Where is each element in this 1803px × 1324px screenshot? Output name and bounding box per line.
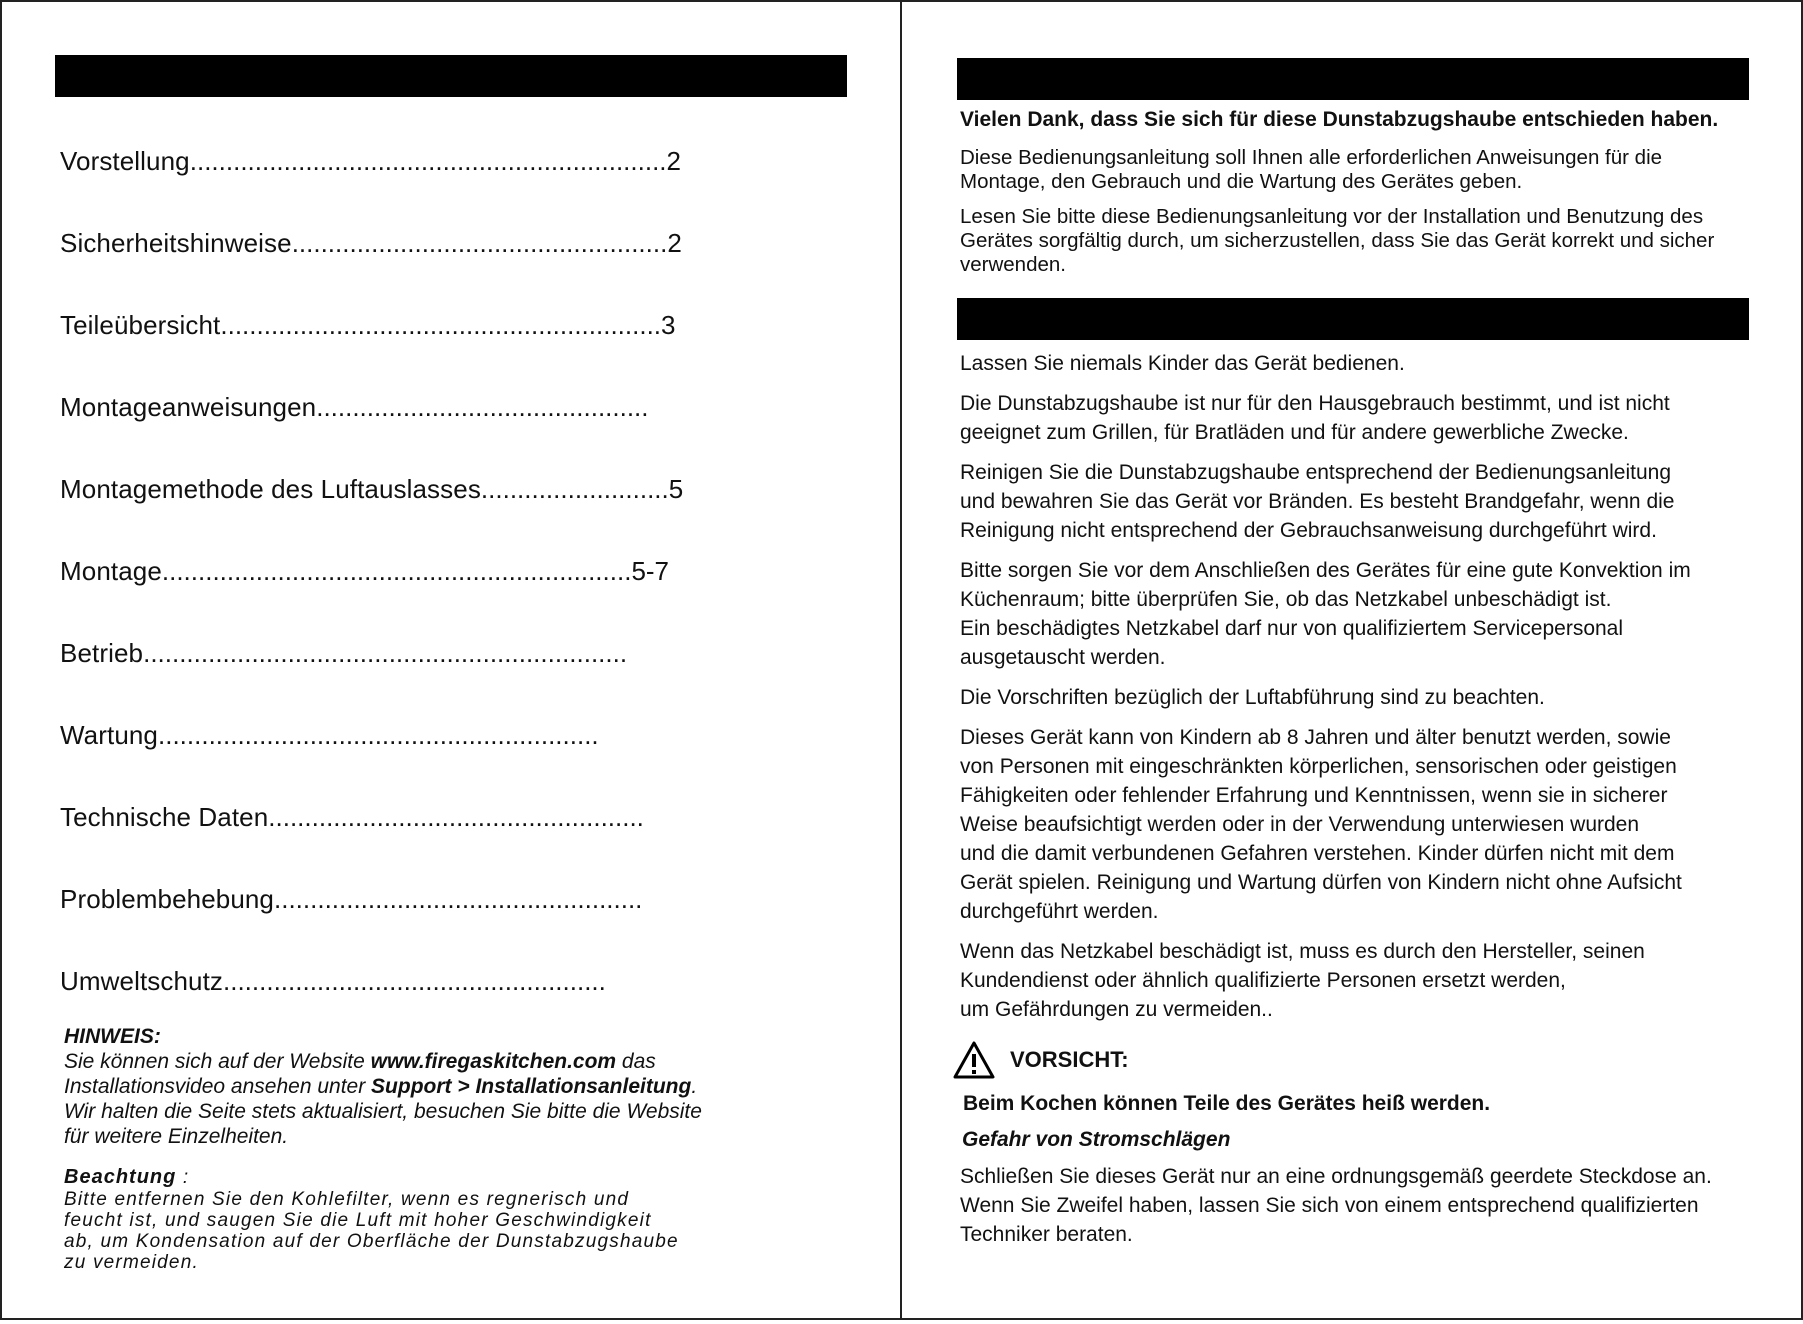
paragraph-line: geeignet zum Grillen, für Bratläden und für andere gewerbliche Zwecke. — [960, 421, 1629, 444]
paragraph-line: Küchenraum; bitte überprüfen Sie, ob das Netzkabel unbeschädigt ist. — [960, 588, 1612, 611]
toc-entry[interactable] — [60, 799, 760, 881]
paragraph-line: Bitte sorgen Sie vor dem Anschließen des Gerätes für eine gute Konvektion im — [960, 559, 1691, 582]
safety-paragraph — [960, 389, 1780, 447]
toc-entry-dots: .............................................. — [316, 392, 649, 422]
paragraph-line: Wenn Sie Zweifel haben, lassen Sie sich von einem entsprechend qualifizierten — [960, 1194, 1699, 1217]
paragraph-line: Gerätes sorgfältig durch, um sicherzustellen, dass Sie das Gerät korrekt und sicher — [960, 229, 1715, 252]
attention-block — [64, 1165, 864, 1273]
toc-entry-title: Wartung — [60, 720, 158, 750]
toc-entry-dots: .................................................... — [268, 802, 644, 832]
note-text: Installationsvideo ansehen unter — [64, 1075, 372, 1098]
toc-entry[interactable] — [60, 717, 760, 799]
paragraph-line: Die Vorschriften bezüglich der Luftabführung sind zu beachten. — [960, 686, 1545, 709]
toc-entry[interactable] — [60, 225, 760, 307]
note-text: Sie können sich auf der Website — [64, 1050, 371, 1073]
paragraph-line: Dieses Gerät kann von Kindern ab 8 Jahren und älter benutzt werden, sowie — [960, 726, 1671, 749]
note-block — [64, 1024, 864, 1149]
note-line: für weitere Einzelheiten. — [64, 1125, 289, 1148]
paragraph-line: Reinigen Sie die Dunstabzugshaube entsprechend der Bedienungsanleitung — [960, 461, 1672, 484]
toc-entry-page: 5-7 — [631, 556, 670, 586]
intro-paragraph-2 — [960, 205, 1780, 277]
note-line — [64, 1074, 864, 1099]
paragraph-line: Diese Bedienungsanleitung soll Ihnen alle erforderlichen Anweisungen für die — [960, 146, 1663, 169]
paragraph-line: ausgetauscht werden. — [960, 646, 1166, 669]
toc-entry-title: Technische Daten — [60, 802, 269, 832]
toc-entry[interactable] — [60, 553, 760, 635]
caution-heading — [952, 1040, 1129, 1080]
safety-paragraph — [960, 556, 1780, 672]
attention-colon: : — [176, 1167, 190, 1188]
note-line: Wir halten die Seite stets aktualisiert, besuchen Sie bitte die Website — [64, 1100, 702, 1123]
toc-header-bar — [55, 55, 847, 97]
toc-entry-dots: ............................................................. — [158, 720, 599, 750]
note-text: . — [691, 1075, 698, 1098]
safety-paragraph — [960, 458, 1780, 545]
paragraph-line: und die damit verbundenen Gefahren verstehen. Kinder dürfen nicht mit dem — [960, 842, 1675, 865]
paragraph-line: Die Dunstabzugshaube ist nur für den Hausgebrauch bestimmt, und ist nicht — [960, 392, 1670, 415]
intro-title: Vielen Dank, dass Sie sich für diese Dunstabzugshaube entschieden haben. — [960, 108, 1719, 131]
toc-entry-page: 2 — [667, 228, 682, 258]
note-title: HINWEIS: — [64, 1025, 161, 1048]
paragraph-line: und bewahren Sie das Gerät vor Bränden. Es besteht Brandgefahr, wenn die — [960, 490, 1675, 513]
toc-entry-page: 2 — [666, 146, 681, 176]
paragraph-line: Lesen Sie bitte diese Bedienungsanleitung vor der Installation und Benutzung des — [960, 205, 1704, 228]
safety-paragraph — [960, 937, 1780, 1024]
attention-line: zu vermeiden. — [64, 1252, 199, 1273]
paragraph-line: Lassen Sie niemals Kinder das Gerät bedienen. — [960, 352, 1405, 375]
intro-header-bar — [957, 58, 1749, 100]
toc-entry-title: Umweltschutz — [60, 966, 224, 996]
toc-entry-dots: ..................................................... — [223, 966, 606, 996]
warning-triangle-icon — [952, 1040, 996, 1080]
safety-paragraph — [960, 349, 1780, 378]
toc-entry-title: Sicherheitshinweise — [60, 228, 292, 258]
attention-heading — [64, 1165, 864, 1189]
toc-entry-dots: .......................... — [480, 474, 669, 504]
note-line — [64, 1049, 864, 1074]
attention-line: Bitte entfernen Sie den Kohlefilter, wenn es regnerisch und — [64, 1189, 630, 1210]
paragraph-line: durchgeführt werden. — [960, 900, 1159, 923]
attention-title: Beachtung — [64, 1166, 177, 1188]
toc-entry-page: 5 — [668, 474, 684, 504]
toc-entry-title: Montagemethode des Luftauslasses — [60, 474, 481, 504]
toc-entry-title: Montageanweisungen — [60, 392, 317, 422]
attention-line: feucht ist, und saugen Sie die Luft mit hoher Geschwindigkeit — [64, 1210, 652, 1231]
toc-entry-dots: ............................................................. — [220, 310, 662, 340]
right-page — [900, 0, 1803, 1320]
paragraph-line: Montage, den Gebrauch und die Wartung des Gerätes geben. — [960, 170, 1523, 193]
toc-entry-dots: ................................................... — [274, 884, 643, 914]
paragraph-line: verwenden. — [960, 253, 1066, 276]
table-of-contents — [60, 143, 760, 1045]
toc-entry[interactable] — [60, 389, 760, 471]
toc-entry-page: 3 — [661, 310, 676, 340]
toc-entry-title: Problembehebung — [60, 884, 274, 914]
safety-paragraph — [960, 723, 1780, 926]
paragraph-line: Schließen Sie dieses Gerät nur an eine ordnungsgemäß geerdete Steckdose an. — [960, 1165, 1712, 1188]
toc-entry[interactable] — [60, 307, 760, 389]
note-text: das — [616, 1050, 656, 1073]
paragraph-line: Wenn das Netzkabel beschädigt ist, muss es durch den Hersteller, seinen — [960, 940, 1645, 963]
toc-entry[interactable] — [60, 881, 760, 963]
hot-parts-warning: Beim Kochen können Teile des Gerätes heiß werden. — [963, 1092, 1491, 1115]
electric-shock-heading: Gefahr von Stromschlägen — [962, 1128, 1231, 1151]
toc-entry-dots: .................................................... — [291, 228, 668, 258]
caution-label: VORSICHT: — [1010, 1047, 1129, 1072]
paragraph-line: Weise beaufsichtigt werden oder in der Verwendung unterwiesen wurden — [960, 813, 1640, 836]
intro-paragraph-1 — [960, 146, 1780, 194]
safety-instructions — [960, 349, 1780, 1035]
toc-entry-title: Vorstellung — [60, 146, 190, 176]
toc-entry-title: Teileübersicht — [60, 310, 221, 340]
website-link[interactable]: www.firegaskitchen.com — [370, 1050, 617, 1073]
left-page — [0, 0, 902, 1320]
paragraph-line: um Gefährdungen zu vermeiden.. — [960, 998, 1273, 1021]
support-path: Support > Installationsanleitung — [371, 1075, 692, 1098]
paragraph-line: Ein beschädigtes Netzkabel darf nur von qualifiziertem Servicepersonal — [960, 617, 1624, 640]
toc-entry-dots: ................................................................... — [143, 638, 628, 668]
toc-entry-title: Betrieb — [60, 638, 144, 668]
toc-entry-dots: ................................................................. — [161, 556, 632, 586]
paragraph-line: Fähigkeiten oder fehlender Erfahrung und Kenntnissen, wenn sie in sicherer — [960, 784, 1668, 807]
toc-entry[interactable] — [60, 635, 760, 717]
safety-header-bar — [957, 298, 1749, 340]
safety-paragraph — [960, 683, 1780, 712]
toc-entry-title: Montage — [60, 556, 162, 586]
attention-line: ab, um Kondensation auf der Oberfläche der Dunstabzugshaube — [64, 1231, 679, 1252]
paragraph-line: Techniker beraten. — [960, 1223, 1133, 1246]
toc-entry[interactable] — [60, 143, 760, 225]
paragraph-line: Reinigung nicht entsprechend der Gebrauchsanweisung durchgeführt wird. — [960, 519, 1657, 542]
grounding-instructions — [960, 1162, 1780, 1249]
paragraph-line: Kundendienst oder ähnlich qualifizierte Personen ersetzt werden, — [960, 969, 1566, 992]
toc-entry[interactable] — [60, 471, 760, 553]
paragraph-line: Gerät spielen. Reinigung und Wartung dürfen von Kindern nicht ohne Aufsicht — [960, 871, 1682, 894]
paragraph-line: von Personen mit eingeschränkten körperlichen, sensorischen oder geistigen — [960, 755, 1677, 778]
toc-entry-dots: .................................................................. — [189, 146, 667, 176]
